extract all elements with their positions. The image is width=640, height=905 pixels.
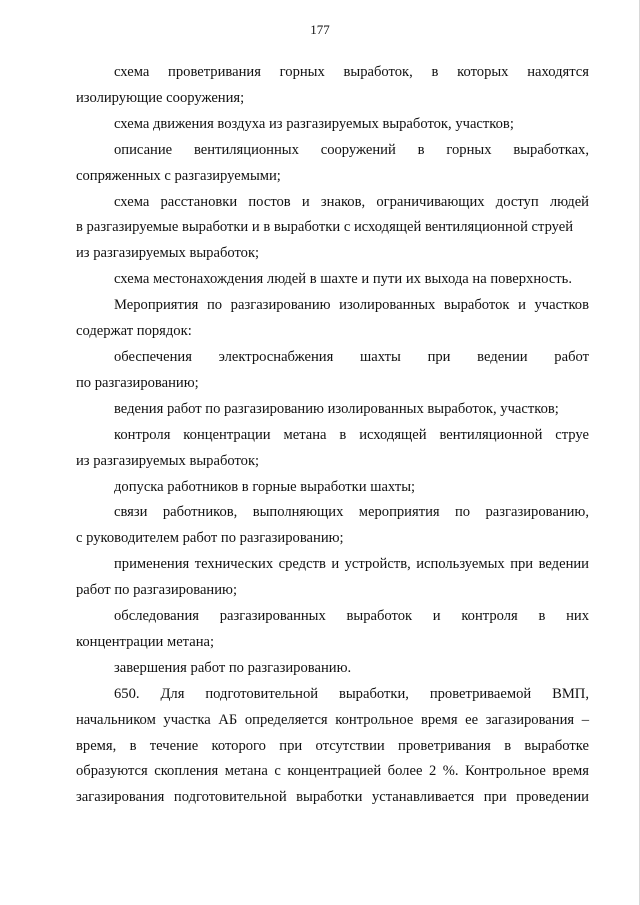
paragraph-line: Мероприятия по разгазированию изолированных выработок и участков xyxy=(114,297,589,314)
paragraph-line: из разгазируемых выработок; xyxy=(76,452,260,469)
paragraph xyxy=(76,60,589,112)
paragraph-line: время, в течение которого при отсутствии проветривания в выработке xyxy=(76,737,589,754)
paragraph xyxy=(76,604,589,656)
paragraph-line: обеспечения электроснабжения шахты при ведении работ xyxy=(114,348,589,365)
paragraph-line: содержат порядок: xyxy=(76,323,192,340)
paragraph xyxy=(76,500,589,552)
paragraph-line: сопряженных с разгазируемыми; xyxy=(76,167,281,184)
page-number: 177 xyxy=(310,22,330,37)
paragraph xyxy=(76,552,589,604)
paragraph xyxy=(76,682,589,812)
paragraph-line: завершения работ по разгазированию. xyxy=(114,659,352,676)
paragraph-line: в разгазируемые выработки и в выработки с исходящей вентиляционной струей xyxy=(76,219,574,236)
paragraph-line: применения технических средств и устройств, используемых при ведении xyxy=(114,556,589,573)
paragraph xyxy=(76,423,589,475)
paragraph-line: загазирования подготовительной выработки устанавливается при проведении xyxy=(76,789,589,806)
paragraph xyxy=(76,112,589,138)
paragraph-line: допуска работников в горные выработки шахты; xyxy=(114,478,416,495)
paragraph-line: контроля концентрации метана в исходящей вентиляционной струе xyxy=(114,426,589,443)
paragraph xyxy=(76,397,589,423)
paragraph-line: начальником участка АБ определяется контрольное время ее загазирования – xyxy=(76,711,589,728)
paragraph xyxy=(76,475,589,501)
paragraph-line: работ по разгазированию; xyxy=(76,582,238,599)
paragraph-line: по разгазированию; xyxy=(76,374,199,391)
paragraph-line: схема проветривания горных выработок, в которых находятся xyxy=(114,64,589,80)
paragraph-line: с руководителем работ по разгазированию; xyxy=(76,530,344,547)
paragraph xyxy=(76,656,589,682)
paragraph xyxy=(76,190,589,268)
paragraph-line: из разгазируемых выработок; xyxy=(76,245,260,262)
paragraph-line: схема расстановки постов и знаков, ограничивающих доступ людей xyxy=(114,193,589,210)
paragraph-line: изолирующие сооружения; xyxy=(76,89,245,106)
paragraph-line: ведения работ по разгазированию изолированных выработок, участков; xyxy=(114,400,559,417)
paragraph-line: связи работников, выполняющих мероприятия по разгазированию, xyxy=(114,504,589,521)
paragraph-line: схема местонахождения людей в шахте и пути их выхода на поверхность. xyxy=(114,271,572,288)
paragraph xyxy=(76,138,589,190)
paragraph-line: описание вентиляционных сооружений в горных выработках, xyxy=(114,141,589,158)
paragraph-line: 650. Для подготовительной выработки, проветриваемой ВМП, xyxy=(114,685,589,702)
paragraph-line: обследования разгазированных выработок и контроля в них xyxy=(114,608,589,625)
paragraph-line: схема движения воздуха из разгазируемых выработок, участков; xyxy=(114,115,514,132)
paragraph xyxy=(76,345,589,397)
document-body xyxy=(76,60,589,811)
paragraph-line: концентрации метана; xyxy=(76,633,215,650)
paragraph-line: образуются скопления метана с концентрацией более 2 %. Контрольное время xyxy=(76,763,589,780)
paragraph xyxy=(76,267,589,293)
paragraph xyxy=(76,293,589,345)
